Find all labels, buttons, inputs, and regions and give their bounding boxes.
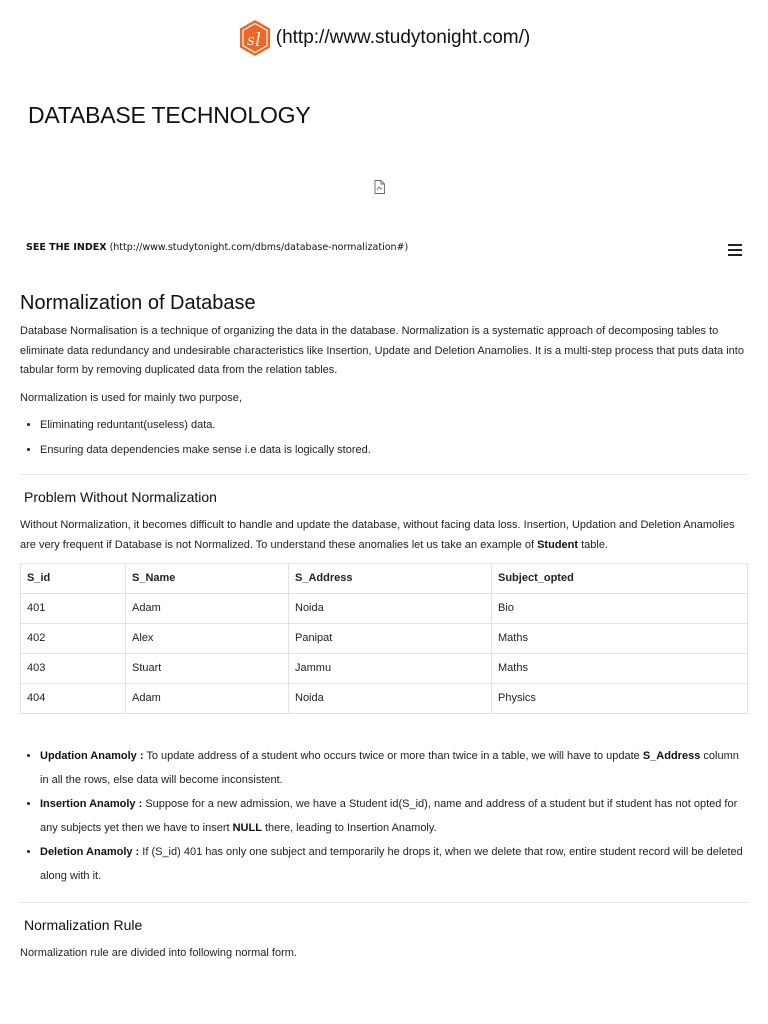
- article-content: [20, 290, 748, 972]
- anomaly-text: To update address of a student who occurs twice or more than twice in a table, we will have to update: [143, 750, 643, 762]
- anomaly-label: Updation Anamoly :: [40, 750, 144, 762]
- column-header: Subject_opted: [492, 564, 748, 594]
- site-header: [0, 18, 768, 58]
- site-url-link[interactable]: (http://www.studytonight.com/): [275, 27, 531, 48]
- list-item: [40, 840, 748, 888]
- table-cell: 404: [21, 684, 126, 714]
- table-cell: Noida: [289, 594, 492, 624]
- hamburger-menu-icon[interactable]: [728, 244, 742, 256]
- section-divider: [20, 902, 748, 903]
- table-cell: 403: [21, 654, 126, 684]
- rule-paragraph: Normalization rule are divided into following normal form.: [20, 947, 297, 959]
- anomaly-list: [20, 744, 748, 888]
- book-title: DATABASE TECHNOLOGY: [28, 102, 311, 128]
- anomaly-label: Deletion Anamoly :: [40, 846, 140, 858]
- table-row: [21, 654, 748, 684]
- table-cell: 401: [21, 594, 126, 624]
- document-file-icon[interactable]: [374, 180, 385, 194]
- problem-heading: Problem Without Normalization: [24, 489, 217, 505]
- anomaly-text: Suppose for a new admission, we have a Student id(S_id), name and address of a student but if student has not opted for any subjects yet then we have to insert: [40, 798, 738, 834]
- index-link-line[interactable]: [26, 242, 408, 253]
- problem-text-end: table.: [578, 538, 609, 551]
- table-row: [21, 624, 748, 654]
- problem-paragraph: [20, 516, 748, 555]
- table-cell: Panipat: [289, 624, 492, 654]
- rule-heading: Normalization Rule: [24, 917, 143, 933]
- anomaly-text-end: column in all the rows, else data will become inconsistent.: [40, 750, 739, 786]
- column-header: S_Name: [126, 564, 289, 594]
- student-table: [20, 563, 748, 714]
- table-cell: Physics: [492, 684, 748, 714]
- anomaly-bold: NULL: [232, 822, 262, 834]
- column-header: S_id: [21, 564, 126, 594]
- table-cell: Alex: [126, 624, 289, 654]
- table-cell: Maths: [492, 654, 748, 684]
- table-cell: Maths: [492, 624, 748, 654]
- table-cell: Noida: [289, 684, 492, 714]
- anomaly-label: Insertion Anamoly :: [40, 798, 143, 810]
- index-url[interactable]: (http://www.studytonight.com/dbms/database-normalization#): [109, 242, 409, 253]
- svg-text:l: l: [254, 29, 261, 51]
- see-index-label[interactable]: SEE THE INDEX: [26, 242, 107, 253]
- student-bold: Student: [537, 538, 579, 551]
- list-item: [40, 744, 748, 792]
- table-cell: Adam: [126, 594, 289, 624]
- purpose-list: [20, 416, 748, 460]
- table-cell: Jammu: [289, 654, 492, 684]
- list-item: • Eliminating reduntant(useless) data.: [40, 416, 748, 436]
- table-cell: Bio: [492, 594, 748, 624]
- table-cell: 402: [21, 624, 126, 654]
- list-item: [40, 792, 748, 840]
- anomaly-text: If (S_id) 401 has only one subject and temporarily he drops it, when we delete that row, entire student record will be deleted along with it.: [40, 846, 743, 882]
- article-title: Normalization of Database: [20, 292, 256, 314]
- intro-paragraph: Database Normalisation is a technique of organizing the data in the database. Normalization is a systematic approach of decomposing tables to eliminate data redundancy and undesirable characteristics like Insertion, Update and Deletion Anamolies. It is a multi-step process that puts data into tabular form by removing duplicated data from the relation tables.: [20, 325, 744, 376]
- section-divider: [20, 474, 748, 475]
- problem-text: Without Normalization, it becomes difficult to handle and update the database, without facing data loss. Insertion, Updation and Deletion Anamolies are very frequent if Database is not Normalized. To understand these anomalies let us take an example of: [20, 519, 735, 551]
- table-row: [21, 594, 748, 624]
- studytonight-logo-icon[interactable]: [238, 19, 272, 57]
- table-row: [21, 684, 748, 714]
- table-cell: Adam: [126, 684, 289, 714]
- table-header-row: [21, 564, 748, 594]
- anomaly-bold: S_Address: [642, 750, 701, 762]
- table-cell: Stuart: [126, 654, 289, 684]
- column-header: S_Address: [289, 564, 492, 594]
- list-item: • Ensuring data dependencies make sense i.e data is logically stored.: [40, 441, 748, 461]
- svg-text:s: s: [246, 31, 255, 49]
- anomaly-text-end: there, leading to Insertion Anamoly.: [261, 822, 437, 834]
- purpose-lead: Normalization is used for mainly two purpose,: [20, 391, 242, 404]
